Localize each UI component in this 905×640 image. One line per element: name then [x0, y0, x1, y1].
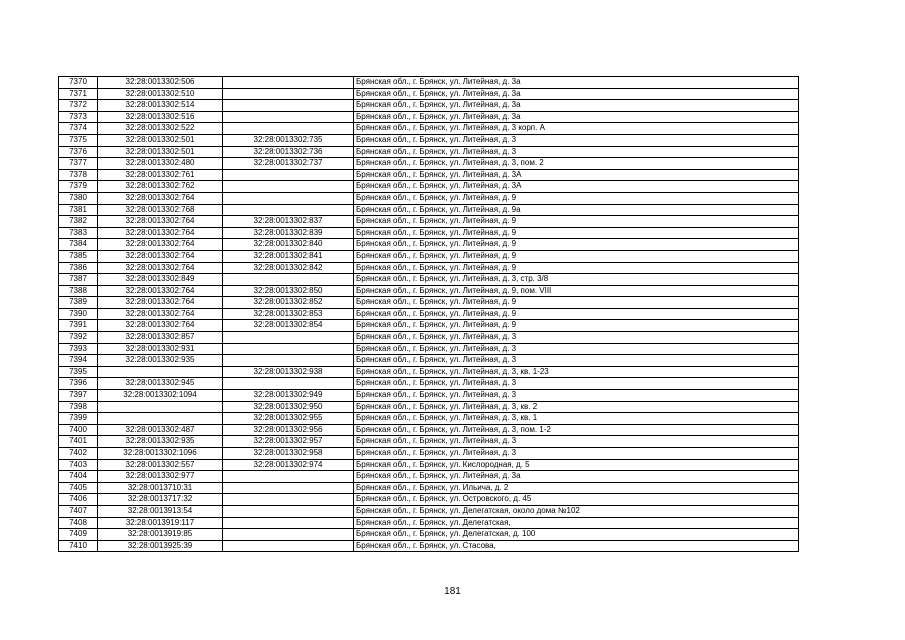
cadastral-number-cell: 32:28:0013302:762 [98, 181, 223, 193]
row-number-cell: 7382 [59, 216, 98, 228]
cadastral-number-cell: 32:28:0013302:764 [98, 308, 223, 320]
related-cadastral-number-cell [223, 274, 354, 286]
cadastral-number-cell: 32:28:0013302:764 [98, 262, 223, 274]
related-cadastral-number-cell: 32:28:0013302:839 [223, 227, 354, 239]
table-row [59, 204, 799, 216]
related-cadastral-number-cell: 32:28:0013302:854 [223, 320, 354, 332]
row-number-cell: 7405 [59, 482, 98, 494]
address-cell: Брянская обл., г. Брянск, ул. Литейная, д. 9 [354, 192, 799, 204]
table-row [59, 413, 799, 425]
row-number-cell: 7399 [59, 413, 98, 425]
related-cadastral-number-cell [223, 482, 354, 494]
row-number-cell: 7378 [59, 169, 98, 181]
table-row [59, 540, 799, 552]
table-row [59, 308, 799, 320]
cadastral-number-cell: 32:28:0013302:857 [98, 332, 223, 344]
cadastral-number-cell: 32:28:0013302:764 [98, 285, 223, 297]
cadastral-number-cell: 32:28:0013302:557 [98, 459, 223, 471]
row-number-cell: 7395 [59, 366, 98, 378]
cadastral-number-cell: 32:28:0013302:849 [98, 274, 223, 286]
row-number-cell: 7375 [59, 134, 98, 146]
related-cadastral-number-cell: 32:28:0013302:737 [223, 158, 354, 170]
row-number-cell: 7381 [59, 204, 98, 216]
related-cadastral-number-cell [223, 204, 354, 216]
row-number-cell: 7371 [59, 88, 98, 100]
related-cadastral-number-cell [223, 192, 354, 204]
address-cell: Брянская обл., г. Брянск, ул. Ильича, д. 2 [354, 482, 799, 494]
related-cadastral-number-cell: 32:28:0013302:950 [223, 401, 354, 413]
row-number-cell: 7397 [59, 390, 98, 402]
table-row [59, 390, 799, 402]
address-cell: Брянская обл., г. Брянск, ул. Литейная, д. 3, пом. 2 [354, 158, 799, 170]
table-row [59, 88, 799, 100]
related-cadastral-number-cell [223, 77, 354, 89]
cadastral-number-cell: 32:28:0013925:39 [98, 540, 223, 552]
address-cell: Брянская обл., г. Брянск, ул. Литейная, д. 9 [354, 239, 799, 251]
related-cadastral-number-cell [223, 529, 354, 541]
cadastral-number-cell: 32:28:0013302:764 [98, 297, 223, 309]
address-cell: Брянская обл., г. Брянск, ул. Литейная, д. 3а [354, 77, 799, 89]
table-row [59, 111, 799, 123]
row-number-cell: 7393 [59, 343, 98, 355]
cadastral-number-cell: 32:28:0013302:761 [98, 169, 223, 181]
address-cell: Брянская обл., г. Брянск, ул. Литейная, д. 3 [354, 390, 799, 402]
cadastral-number-cell: 32:28:0013302:510 [98, 88, 223, 100]
address-cell: Брянская обл., г. Брянск, ул. Стасова, [354, 540, 799, 552]
table-row [59, 181, 799, 193]
registry-table-body [59, 77, 799, 552]
address-cell: Брянская обл., г. Брянск, ул. Литейная, д. 3, пом. 1-2 [354, 424, 799, 436]
address-cell: Брянская обл., г. Брянск, ул. Литейная, д. 3 [354, 134, 799, 146]
related-cadastral-number-cell [223, 517, 354, 529]
related-cadastral-number-cell: 32:28:0013302:840 [223, 239, 354, 251]
table-row [59, 401, 799, 413]
cadastral-number-cell: 32:28:0013302:522 [98, 123, 223, 135]
address-cell: Брянская обл., г. Брянск, ул. Литейная, д. 9, пом. VIII [354, 285, 799, 297]
table-row [59, 448, 799, 460]
cadastral-number-cell: 32:28:0013302:501 [98, 146, 223, 158]
cadastral-number-cell: 32:28:0013302:514 [98, 100, 223, 112]
related-cadastral-number-cell [223, 343, 354, 355]
address-cell: Брянская обл., г. Брянск, ул. Литейная, д. 9 [354, 227, 799, 239]
table-row [59, 343, 799, 355]
table-row [59, 505, 799, 517]
cadastral-number-cell: 32:28:0013302:935 [98, 436, 223, 448]
table-row [59, 146, 799, 158]
related-cadastral-number-cell: 32:28:0013302:736 [223, 146, 354, 158]
row-number-cell: 7401 [59, 436, 98, 448]
row-number-cell: 7383 [59, 227, 98, 239]
address-cell: Брянская обл., г. Брянск, ул. Литейная, д. 3 [354, 146, 799, 158]
row-number-cell: 7372 [59, 100, 98, 112]
row-number-cell: 7407 [59, 505, 98, 517]
cadastral-number-cell: 32:28:0013302:764 [98, 250, 223, 262]
cadastral-number-cell: 32:28:0013302:506 [98, 77, 223, 89]
address-cell: Брянская обл., г. Брянск, ул. Литейная, д. 9 [354, 320, 799, 332]
row-number-cell: 7391 [59, 320, 98, 332]
related-cadastral-number-cell [223, 355, 354, 367]
cadastral-number-cell: 32:28:0013302:768 [98, 204, 223, 216]
table-row [59, 77, 799, 89]
table-row [59, 285, 799, 297]
related-cadastral-number-cell: 32:28:0013302:974 [223, 459, 354, 471]
row-number-cell: 7386 [59, 262, 98, 274]
cadastral-number-cell: 32:28:0013302:1094 [98, 390, 223, 402]
related-cadastral-number-cell [223, 505, 354, 517]
related-cadastral-number-cell: 32:28:0013302:938 [223, 366, 354, 378]
related-cadastral-number-cell: 32:28:0013302:850 [223, 285, 354, 297]
row-number-cell: 7392 [59, 332, 98, 344]
address-cell: Брянская обл., г. Брянск, ул. Кислородная, д. 5 [354, 459, 799, 471]
row-number-cell: 7388 [59, 285, 98, 297]
cadastral-number-cell: 32:28:0013302:480 [98, 158, 223, 170]
cadastral-number-cell: 32:28:0013302:977 [98, 471, 223, 483]
cadastral-number-cell: 32:28:0013913:54 [98, 505, 223, 517]
address-cell: Брянская обл., г. Брянск, ул. Делегатская, д. 100 [354, 529, 799, 541]
related-cadastral-number-cell [223, 181, 354, 193]
table-row [59, 192, 799, 204]
address-cell: Брянская обл., г. Брянск, ул. Литейная, д. 3а [354, 471, 799, 483]
address-cell: Брянская обл., г. Брянск, ул. Литейная, д. 3А [354, 181, 799, 193]
cadastral-number-cell: 32:28:0013302:764 [98, 239, 223, 251]
row-number-cell: 7380 [59, 192, 98, 204]
address-cell: Брянская обл., г. Брянск, ул. Литейная, д. 3 [354, 378, 799, 390]
related-cadastral-number-cell: 32:28:0013302:853 [223, 308, 354, 320]
cadastral-number-cell: 32:28:0013302:764 [98, 320, 223, 332]
table-row [59, 297, 799, 309]
table-row [59, 274, 799, 286]
table-row [59, 216, 799, 228]
table-row [59, 378, 799, 390]
address-cell: Брянская обл., г. Брянск, ул. Островского, д. 45 [354, 494, 799, 506]
row-number-cell: 7385 [59, 250, 98, 262]
related-cadastral-number-cell [223, 111, 354, 123]
related-cadastral-number-cell: 32:28:0013302:949 [223, 390, 354, 402]
address-cell: Брянская обл., г. Брянск, ул. Литейная, д. 3 корп. А [354, 123, 799, 135]
cadastral-number-cell: 32:28:0013302:764 [98, 216, 223, 228]
cadastral-number-cell [98, 413, 223, 425]
row-number-cell: 7394 [59, 355, 98, 367]
table-row [59, 123, 799, 135]
cadastral-number-cell: 32:28:0013717:32 [98, 494, 223, 506]
related-cadastral-number-cell [223, 123, 354, 135]
table-row [59, 250, 799, 262]
table-row [59, 366, 799, 378]
table-row [59, 482, 799, 494]
row-number-cell: 7404 [59, 471, 98, 483]
table-row [59, 158, 799, 170]
row-number-cell: 7377 [59, 158, 98, 170]
cadastral-number-cell: 32:28:0013302:764 [98, 192, 223, 204]
table-row [59, 134, 799, 146]
table-row [59, 332, 799, 344]
address-cell: Брянская обл., г. Брянск, ул. Литейная, д. 3 [354, 332, 799, 344]
row-number-cell: 7409 [59, 529, 98, 541]
row-number-cell: 7402 [59, 448, 98, 460]
related-cadastral-number-cell: 32:28:0013302:957 [223, 436, 354, 448]
address-cell: Брянская обл., г. Брянск, ул. Литейная, д. 9 [354, 250, 799, 262]
address-cell: Брянская обл., г. Брянск, ул. Литейная, д. 9 [354, 216, 799, 228]
table-row [59, 529, 799, 541]
related-cadastral-number-cell: 32:28:0013302:852 [223, 297, 354, 309]
row-number-cell: 7373 [59, 111, 98, 123]
row-number-cell: 7396 [59, 378, 98, 390]
row-number-cell: 7376 [59, 146, 98, 158]
related-cadastral-number-cell: 32:28:0013302:956 [223, 424, 354, 436]
table-row [59, 355, 799, 367]
address-cell: Брянская обл., г. Брянск, ул. Литейная, д. 3 [354, 343, 799, 355]
address-cell: Брянская обл., г. Брянск, ул. Литейная, д. 9 [354, 297, 799, 309]
cadastral-number-cell: 32:28:0013710:31 [98, 482, 223, 494]
cadastral-number-cell: 32:28:0013302:931 [98, 343, 223, 355]
cadastral-number-cell: 32:28:0013302:935 [98, 355, 223, 367]
table-row [59, 262, 799, 274]
row-number-cell: 7398 [59, 401, 98, 413]
cadastral-number-cell: 32:28:0013302:764 [98, 227, 223, 239]
table-row [59, 471, 799, 483]
address-cell: Брянская обл., г. Брянск, ул. Делегатская, [354, 517, 799, 529]
page-number: 181 [444, 586, 461, 597]
related-cadastral-number-cell [223, 540, 354, 552]
related-cadastral-number-cell [223, 494, 354, 506]
cadastral-number-cell: 32:28:0013919:117 [98, 517, 223, 529]
address-cell: Брянская обл., г. Брянск, ул. Делегатская, около дома №102 [354, 505, 799, 517]
cadastral-number-cell: 32:28:0013302:1096 [98, 448, 223, 460]
related-cadastral-number-cell: 32:28:0013302:842 [223, 262, 354, 274]
table-row [59, 517, 799, 529]
cadastral-number-cell: 32:28:0013302:487 [98, 424, 223, 436]
table-row [59, 436, 799, 448]
address-cell: Брянская обл., г. Брянск, ул. Литейная, д. 3а [354, 100, 799, 112]
table-row [59, 239, 799, 251]
table-row [59, 227, 799, 239]
address-cell: Брянская обл., г. Брянск, ул. Литейная, д. 9 [354, 308, 799, 320]
row-number-cell: 7400 [59, 424, 98, 436]
address-cell: Брянская обл., г. Брянск, ул. Литейная, д. 9а [354, 204, 799, 216]
address-cell: Брянская обл., г. Брянск, ул. Литейная, д. 3, кв. 1-23 [354, 366, 799, 378]
address-cell: Брянская обл., г. Брянск, ул. Литейная, д. 9 [354, 262, 799, 274]
cadastral-number-cell: 32:28:0013302:516 [98, 111, 223, 123]
table-row [59, 169, 799, 181]
related-cadastral-number-cell: 32:28:0013302:955 [223, 413, 354, 425]
row-number-cell: 7406 [59, 494, 98, 506]
cadastral-number-cell [98, 366, 223, 378]
related-cadastral-number-cell: 32:28:0013302:837 [223, 216, 354, 228]
related-cadastral-number-cell: 32:28:0013302:735 [223, 134, 354, 146]
related-cadastral-number-cell: 32:28:0013302:841 [223, 250, 354, 262]
row-number-cell: 7379 [59, 181, 98, 193]
address-cell: Брянская обл., г. Брянск, ул. Литейная, д. 3, кв. 1 [354, 413, 799, 425]
address-cell: Брянская обл., г. Брянск, ул. Литейная, д. 3 [354, 436, 799, 448]
related-cadastral-number-cell [223, 169, 354, 181]
address-cell: Брянская обл., г. Брянск, ул. Литейная, д. 3а [354, 111, 799, 123]
related-cadastral-number-cell [223, 88, 354, 100]
cadastral-number-cell: 32:28:0013302:945 [98, 378, 223, 390]
row-number-cell: 7384 [59, 239, 98, 251]
table-row [59, 424, 799, 436]
table-row [59, 459, 799, 471]
row-number-cell: 7408 [59, 517, 98, 529]
address-cell: Брянская обл., г. Брянск, ул. Литейная, д. 3, кв. 2 [354, 401, 799, 413]
row-number-cell: 7410 [59, 540, 98, 552]
registry-table [58, 76, 799, 552]
table-row [59, 320, 799, 332]
related-cadastral-number-cell [223, 100, 354, 112]
address-cell: Брянская обл., г. Брянск, ул. Литейная, д. 3 [354, 355, 799, 367]
related-cadastral-number-cell [223, 471, 354, 483]
address-cell: Брянская обл., г. Брянск, ул. Литейная, д. 3А [354, 169, 799, 181]
table-row [59, 494, 799, 506]
row-number-cell: 7374 [59, 123, 98, 135]
table-row [59, 100, 799, 112]
cadastral-number-cell [98, 401, 223, 413]
row-number-cell: 7390 [59, 308, 98, 320]
cadastral-number-cell: 32:28:0013919:85 [98, 529, 223, 541]
related-cadastral-number-cell [223, 332, 354, 344]
address-cell: Брянская обл., г. Брянск, ул. Литейная, д. 3а [354, 88, 799, 100]
cadastral-number-cell: 32:28:0013302:501 [98, 134, 223, 146]
related-cadastral-number-cell: 32:28:0013302:958 [223, 448, 354, 460]
row-number-cell: 7387 [59, 274, 98, 286]
row-number-cell: 7403 [59, 459, 98, 471]
row-number-cell: 7370 [59, 77, 98, 89]
address-cell: Брянская обл., г. Брянск, ул. Литейная, д. 3 [354, 448, 799, 460]
address-cell: Брянская обл., г. Брянск, ул. Литейная, д. 3, стр. 3/8 [354, 274, 799, 286]
related-cadastral-number-cell [223, 378, 354, 390]
row-number-cell: 7389 [59, 297, 98, 309]
